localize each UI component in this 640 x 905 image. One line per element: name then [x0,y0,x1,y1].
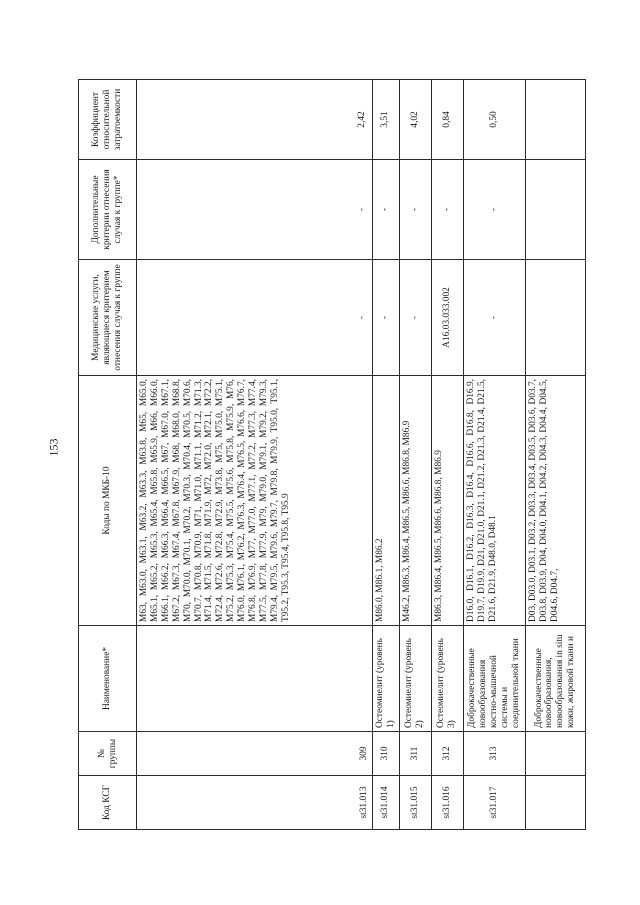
header-group-no: № группы [79,732,137,776]
cell-name: Остеомиелит (уровень 3) [431,626,463,732]
header-ksg-code: Код КСГ [79,776,137,830]
header-name: Наименование* [79,626,137,732]
cell-group-no: 312 [431,732,463,776]
header-icd-codes: Коды по МКБ-10 [79,376,137,626]
cell-ksg-code: st31.016 [431,776,463,830]
cell-coefficient: 0,84 [431,80,463,160]
cell-name [137,626,373,732]
cell-ksg-code: st31.017 [463,776,525,830]
cell-services: - [463,260,525,376]
cell-extra-criteria: - [463,160,525,260]
cell-name: Остеомиелит (уровень 1) [373,626,400,732]
table-row [399,80,431,830]
table-row [463,80,525,830]
cell-icd-codes: D03, D03.0, D03.1, D03.2, D03.3, D03.4, D03.5, D03.6, D03.7, D03.8, D03.9, D04, D04.0, D04.1, D04.2, D04.3, D04.4, D04.5, D04.6, D04.7, [525,376,585,626]
header-services: Медицинские услуги, являющиеся критерием отнесения случая к группе [79,260,137,376]
cell-extra-criteria: - [137,160,373,260]
cell-ksg-code: st31.015 [399,776,431,830]
rotated-table-container [78,80,583,830]
cell-extra-criteria: - [373,160,400,260]
cell-icd-codes: D16.0, D16.1, D16.2, D16.3, D16.4, D16.6, D16.8, D16.9, D19.7, D19.9, D21, D21.0, D21.1, D21.2, D21.3, D21.4, D21.5, D21.6, D21.9, D48.0, D48.1 [463,376,525,626]
cell-group-no: 309 [137,732,373,776]
cell-services: - [137,260,373,376]
cell-ksg-code: st31.014 [373,776,400,830]
cell-name: Доброкачественные новообразования костно-мышечной системы и соединительной ткани [463,626,525,732]
cell-icd-codes: M86.0, M86.1, M86.2 [373,376,400,626]
header-extra-criteria: Дополнительные критерии отнесения случая к группе* [79,160,137,260]
table-header-row [79,80,137,830]
cell-services: A16.03.033.002 [431,260,463,376]
cell-coefficient: 4,02 [399,80,431,160]
cell-ksg-code [525,776,585,830]
cell-services: - [373,260,400,376]
cell-ksg-code: st31.013 [137,776,373,830]
cell-services: - [399,260,431,376]
cell-group-no: 313 [463,732,525,776]
cell-icd-codes: M86.3, M86.4, M86.5, M86.6, M86.8, M86.9 [431,376,463,626]
page-number: 153 [46,438,61,457]
table-row [431,80,463,830]
cell-coefficient [525,80,585,160]
header-coefficient: Коэффициент относительной затратоемкости [79,80,137,160]
cell-group-no: 311 [399,732,431,776]
cell-coefficient: 2,42 [137,80,373,160]
cell-extra-criteria [525,160,585,260]
cell-icd-codes: M63, M63.0, M63.1, M63.2, M63.3, M63.8, M65, M65.0, M65.1, M65.2, M65.3, M65.4, M65.8, M65.9, M66, M66.0, M66.1, M66.2, M66.3, M66.4, M66.5, M67, M67.0, M67.1, M67.2, M67.3, M67.4, M67.8, M67.9, M68, M68.0, M68.8, M70, M70.0, M70.1, M70.2, M70.3, M70.4, M70.5, M70.6, M70.7, M70.8, M70.9, M71, M71.0, M71.1, M71.2, M71.3, M71.4, M71.5, M71.8, M71.9, M72, M72.0, M72.1, M72.2, M72.4, M72.6, M72.8, M72.9, M73.8, M75, M75.0, M75.1, M75.2, M75.3, M75.4, M75.5, M75.6, M75.8, M75.9, M76, M76.0, M76.1, M76.2, M76.3, M76.4, M76.5, M76.6, M76.7, M76.8, M76.9, M77, M77.0, M77.1, M77.2, M77.3, M77.4, M77.5, M77.8, M77.9, M79, M79.0, M79.1, M79.2, M79.3, M79.4, M79.5, M79.6, M79.7, M79.8, M79.9, T95.0, T95.1, T95.2, T95.3, T95.4, T95.8, T95.9 [137,376,373,626]
cell-icd-codes: M46.2, M86.3, M86.4, M86.5, M86.6, M86.8, M86.9 [399,376,431,626]
cell-group-no: 310 [373,732,400,776]
table-row [525,80,585,830]
table-row [373,80,400,830]
cell-services [525,260,585,376]
table-row [137,80,373,830]
cell-extra-criteria: - [431,160,463,260]
cell-extra-criteria: - [399,160,431,260]
cell-group-no [525,732,585,776]
cell-name: Доброкачественные новообразования, новообразования in situ кожи, жировой ткани и [525,626,585,732]
ksg-table [78,79,586,830]
cell-coefficient: 3,51 [373,80,400,160]
cell-name: Остеомиелит (уровень 2) [399,626,431,732]
cell-coefficient: 0,50 [463,80,525,160]
